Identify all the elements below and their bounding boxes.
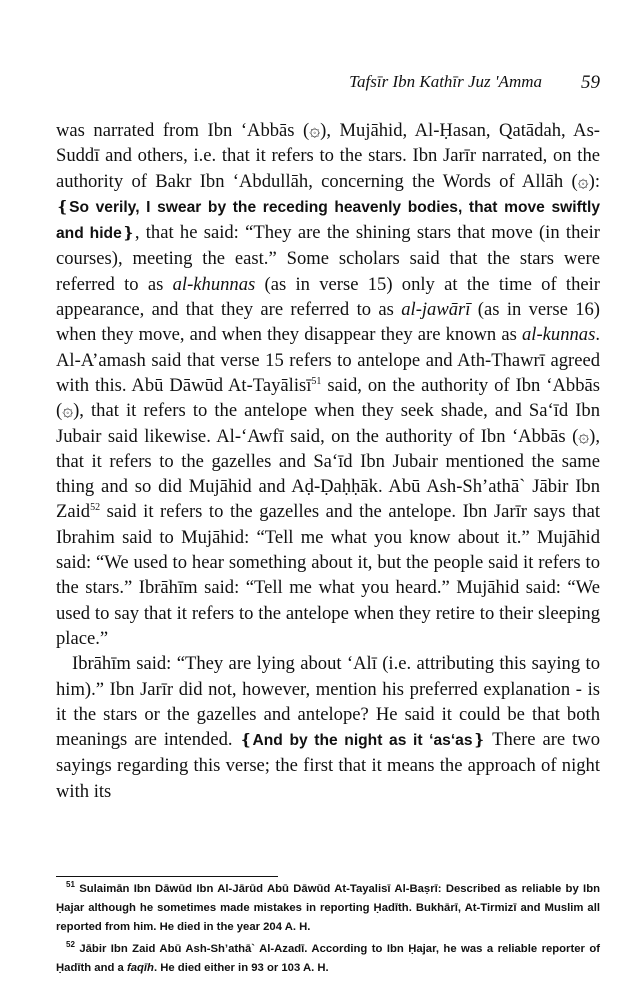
footnote-ref-51: 51: [311, 375, 322, 387]
footnote-number: 51: [66, 880, 75, 890]
footnote-52: $^{52}$ Jābir Ibn Zaid Abū Ash-Sh’athā` Al-Azadī. According to Ibn Ḥajar, he was a reliable reporter of Ḥadīth and a faqīh. He died either in 93 or 103 A. H.: [56, 940, 600, 974]
footnotes: [56, 880, 600, 981]
term-kunnas: al-kunnas: [522, 324, 596, 346]
footnote-51: $^{51}$ Sulaimān Ibn Dāwūd Ibn Al-Jārūd Abū Dāwūd At-Tayalisī Al-Baṣrī: Described as reliable by Ibn Ḥajar although he sometimes made mistakes in reporting Ḥadīth. Bukhārī, At-Tirmizī and Muslim all reported from him. He died in the year 204 A. H.: [56, 880, 600, 933]
running-title: Tafsīr Ibn Kathīr Juz 'Amma: [349, 72, 542, 91]
quran-quote: ❴So verily, I swear by the receding heavenly bodies, that move swiftly and hide❵: [56, 198, 600, 243]
paragraph-2: Ibrāhīm said: “They are lying about ‘Alī (i.e. attributing this saying to him).” Ibn Jarīr did not, however, mention his preferred explanation - is it the stars or the gazelles and antelope? He said it could be that both meanings are intended. ❴And by the night as it ‘as‘as❵ There are two sayings regarding this verse; the first that it means the approach of night with its: [56, 653, 600, 802]
quran-quote: ❴And by the night as it ‘as‘as❵: [239, 732, 486, 750]
running-header: [60, 72, 600, 96]
footnote-divider: [56, 876, 278, 877]
footnote-number: 52: [66, 940, 75, 950]
term-faqih: faqīh: [126, 962, 154, 974]
term-khunnas: al-khunnas: [172, 273, 256, 295]
term-jawari: al-jawārī: [401, 299, 471, 321]
page-number: 59: [581, 72, 600, 93]
footnote-ref-52: 52: [90, 502, 101, 514]
paragraph-1: was narrated from Ibn ‘Abbās (۞), Mujāhid, Al-Ḥasan, Qatādah, As-Suddī and others, i.e. that it refers to the stars. Ibn Jarīr narrated, on the authority of Bakr Ibn ‘Abdullāh, concerning the Words of Allāh (۞): ❴So verily, I swear by the receding heavenly bodies, that move swiftly and hide❵, that he said: “They are the shining stars that move (in their courses), meeting the east.” Some scholars said that the stars were referred to as al-khunnas (as in verse 15) only at the time of their appearance, and that they are referred to as al-jawārī (as in verse 16) when they move, and when they disappear they are known as al-kunnas. Al-A’amash said that verse 15 refers to antelope and Ath-Thawrī agreed with this. Abū Dāwūd At-Tayālisī$^{51}$ said, on the authority of Ibn ‘Abbās (۞), that it refers to the antelope when they seek shade, and Sa‘īd Ibn Jubair said likewise. Al-‘Awfī said, on the authority of Ibn ‘Abbās (۞), that it refers to the gazelles and Sa‘īd Ibn Jubair mentioned the same thing and so did Mujāhid and Aḍ-Ḍaḥḥāk. Abū Ash-Sh’athā` Jābir Ibn Zaid$^{52}$ said it refers to the gazelles and the antelope. Ibn Jarīr says that Ibrahim said to Mujāhid: “Tell me what you know about it.” Mujāhid said: “We used to hear something about it, but the people said it refers to the stars.” Ibrāhīm said: “Tell me what you heard.” Mujāhid said: “We used to say that it refers to the antelope when they retire to their sleeping place.”: [56, 120, 600, 649]
body-text: [56, 118, 600, 804]
